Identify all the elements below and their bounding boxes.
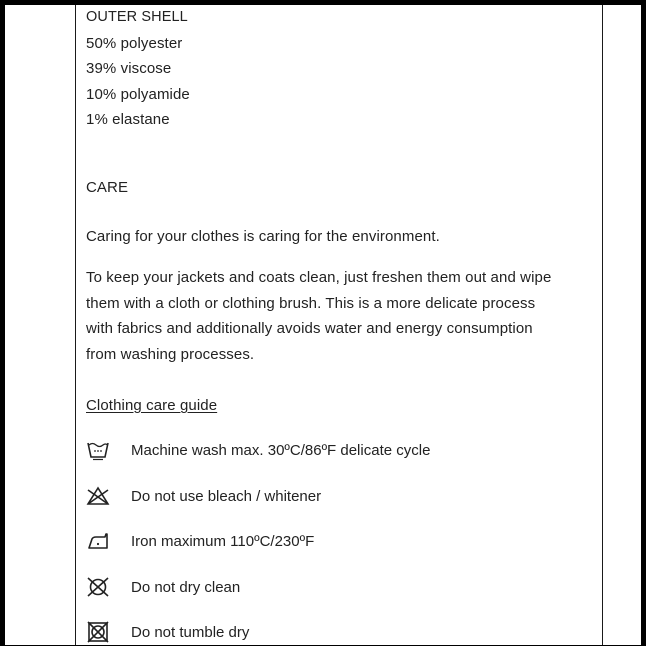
care-instruction-row [86, 530, 566, 556]
composition-item: 39% viscose [86, 60, 172, 77]
care-instruction-label: Do not dry clean [131, 579, 241, 596]
composition-item: 10% polyamide [86, 86, 190, 103]
no-bleach-icon [86, 485, 112, 507]
care-heading: CARE [86, 179, 129, 196]
care-instruction-label: Do not use bleach / whitener [131, 488, 322, 505]
product-details-page [5, 5, 641, 645]
care-instruction-label: Machine wash max. 30ºC/86ºF delicate cycle [131, 442, 431, 459]
care-instruction-row [86, 485, 566, 511]
care-paragraph-line: To keep your jackets and coats clean, just freshen them out and wipe [86, 269, 552, 286]
no-tumble-dry-icon [86, 621, 112, 643]
care-instruction-row [86, 439, 566, 465]
composition-item: 1% elastane [86, 111, 170, 128]
care-instruction-label: Do not tumble dry [131, 624, 250, 641]
composition-item: 50% polyester [86, 35, 183, 52]
care-intro: Caring for your clothes is caring for the environment. [86, 228, 440, 245]
care-instruction-label: Iron maximum 110ºC/230ºF [131, 533, 315, 550]
iron-icon [86, 530, 112, 552]
right-divider [602, 5, 603, 645]
no-dry-clean-icon [86, 576, 112, 598]
outer-shell-heading: OUTER SHELL [86, 9, 188, 25]
care-instruction-row [86, 621, 566, 645]
care-paragraph-line: from washing processes. [86, 346, 255, 363]
wash-tub-icon [86, 439, 112, 461]
clothing-care-guide-link[interactable]: Clothing care guide [86, 397, 218, 414]
care-paragraph-line: with fabrics and additionally avoids water and energy consumption [86, 320, 533, 337]
care-paragraph-line: them with a cloth or clothing brush. This is a more delicate process [86, 295, 536, 312]
care-instruction-row [86, 576, 566, 602]
left-divider [75, 5, 76, 645]
